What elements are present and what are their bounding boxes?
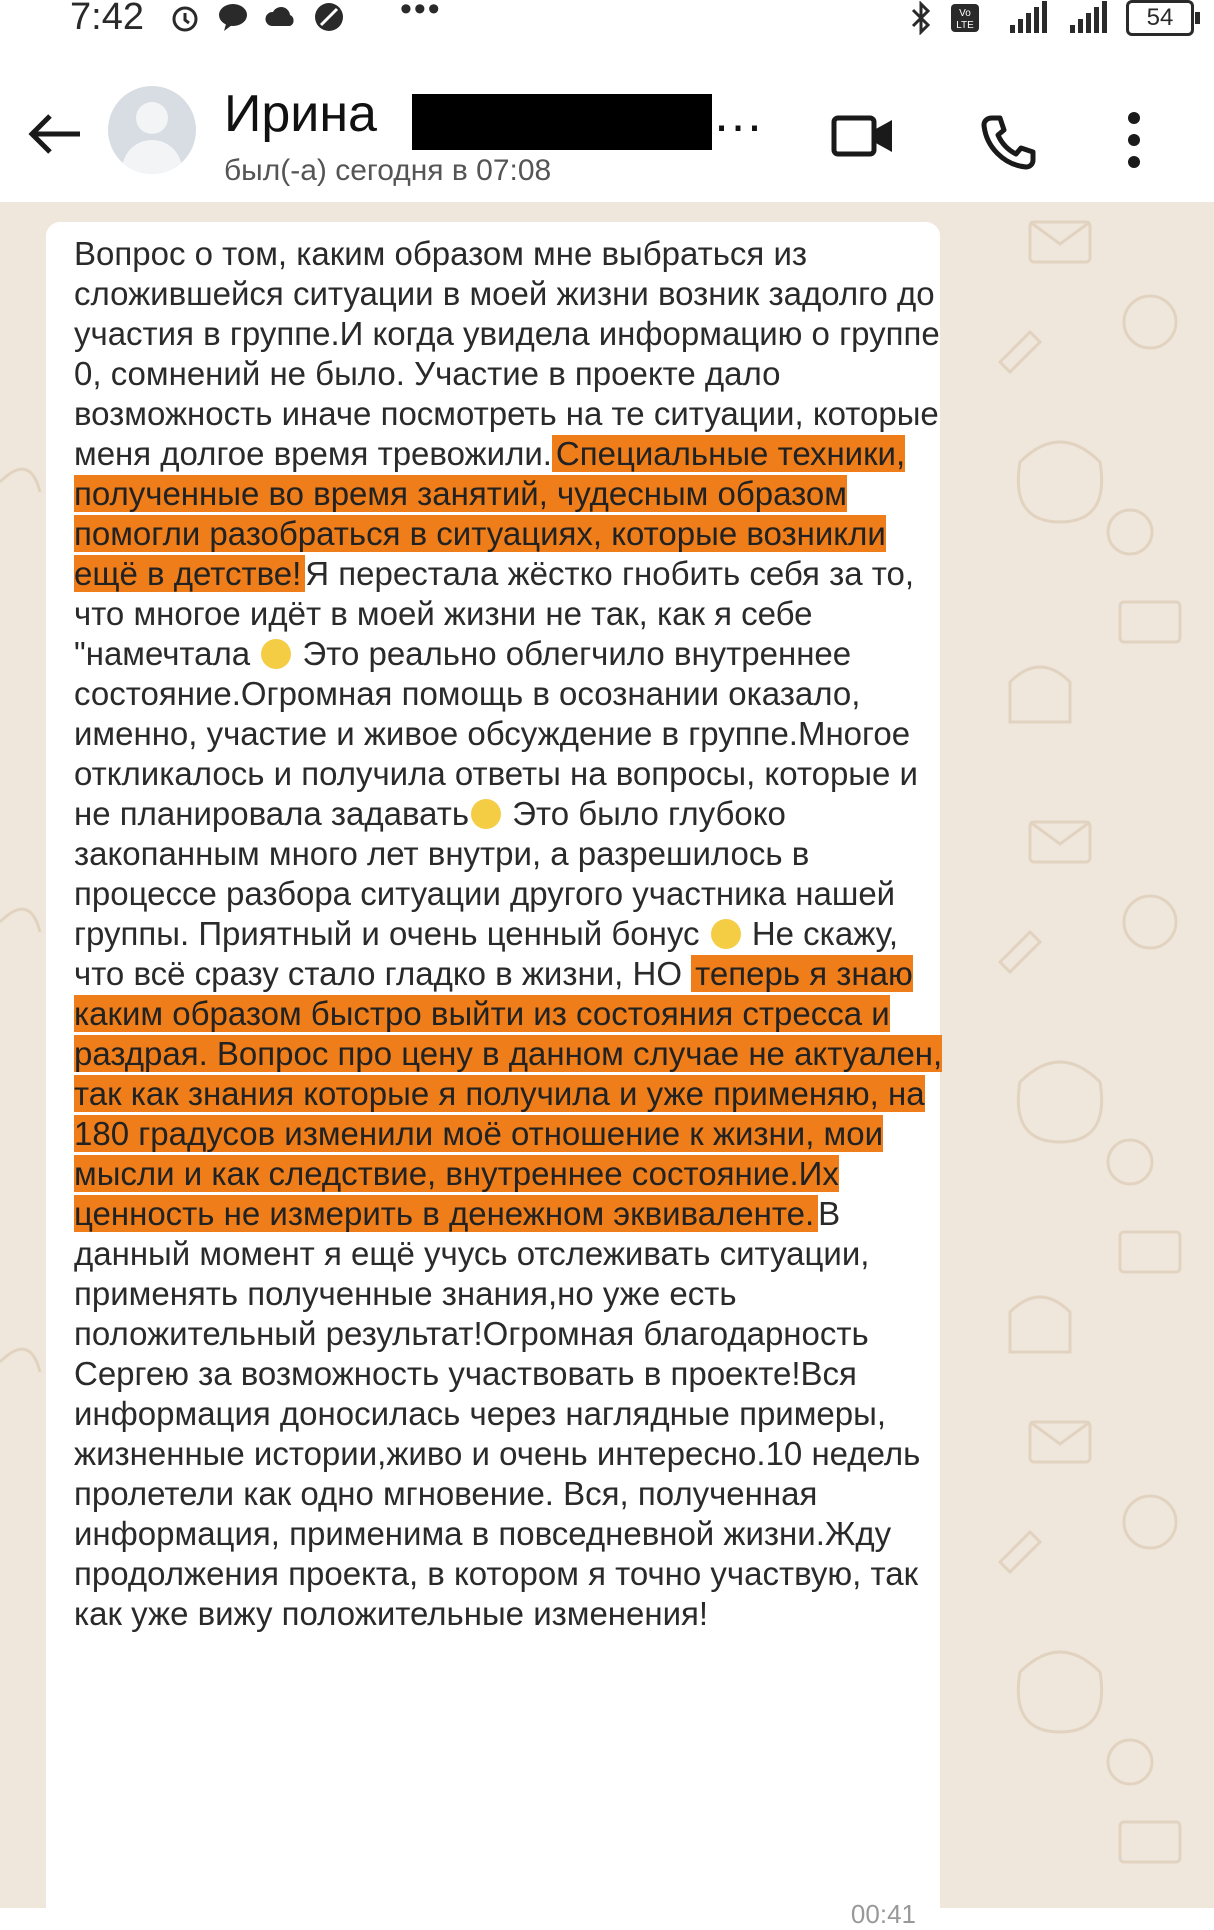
phone-call-icon[interactable] bbox=[978, 112, 1038, 172]
message-text-part-4: Это было глубоко закопанным много лет внутри, а разрешилось в процессе разбора ситуации другого участника нашей группы. Приятный и очень ценный бонус bbox=[74, 795, 896, 952]
status-time: 7:42 bbox=[70, 0, 144, 38]
highlighted-text-2: теперь я знаю каким образом быстро выйти из состояния стресса и раздрая. Вопрос про цену в данном случае не актуален, так как знания которые я получила и уже применяю, на 180 градусов изменили моё отношение к жизни, мои мысли и как следствие, внутреннее состояние.Их ценность не измерить в денежном эквиваленте. bbox=[74, 955, 943, 1232]
chat-header bbox=[0, 42, 1214, 202]
avatar[interactable] bbox=[108, 86, 196, 174]
message-text-part-2: Я перестала жёстко гнобить себя за то, что многое идёт в моей жизни не так, как я себе "намечтала bbox=[74, 555, 914, 672]
redacted-surname bbox=[412, 94, 712, 150]
alarm-icon bbox=[168, 0, 202, 34]
svg-text:Vo: Vo bbox=[959, 8, 971, 19]
back-arrow-icon[interactable] bbox=[26, 112, 84, 156]
message-text-part-5: Не скажу, что всё сразу стало гладко в жизни, НО bbox=[74, 915, 899, 992]
message-text bbox=[74, 234, 944, 1634]
contact-name[interactable]: Ирина bbox=[224, 85, 377, 143]
message-text-part-1: Вопрос о том, каким образом мне выбраться из сложившейся ситуации в моей жизни возник задолго до участия в группе.И когда увидела информацию о группе 0, сомнений не было. Участие в проекте дало возможность иначе посмотреть на те ситуации, которые меня долгое время тревожили. bbox=[74, 235, 940, 472]
status-system-icons bbox=[908, 0, 1194, 36]
message-bubble[interactable] bbox=[46, 222, 943, 1929]
more-notifications-dots: ••• bbox=[400, 0, 442, 28]
more-options-icon[interactable] bbox=[1126, 112, 1142, 168]
video-call-icon[interactable] bbox=[830, 112, 896, 160]
message-text-part-3: Это реально облегчило внутреннее состояние.Огромная помощь в осознании оказало, именно, участие и живое обсуждение в группе.Многое откликалось и получила ответы на вопросы, которые и не планировала задавать bbox=[74, 635, 918, 832]
message-timestamp: 00:41 bbox=[850, 1899, 916, 1929]
bluetooth-icon bbox=[908, 1, 934, 35]
volte-icon bbox=[950, 1, 980, 35]
status-notification-icons bbox=[168, 0, 346, 34]
app-leaf-icon bbox=[312, 0, 346, 34]
cloud-icon bbox=[264, 0, 298, 34]
battery-indicator: 54 bbox=[1126, 0, 1194, 36]
message-text-part-6: В данный момент я ещё учусь отслеживать ситуации, применять полученные знания,но уже есть положительный результат!Огромная благодарность Сергею за возможность участвовать в проекте!Вся информация доносилась через наглядные примеры, жизненные истории,живо и очень интересно.10 недель пролетели как одно мгновение. Вся, полученная информация, применима в повседневной жизни.Жду продолжения проекта, в котором я точно участвую, так как уже вижу положительные изменения! bbox=[74, 1195, 921, 1632]
avatar-head bbox=[136, 102, 168, 134]
avatar-body bbox=[122, 140, 182, 174]
chat-bubble-icon bbox=[216, 0, 250, 34]
status-bar bbox=[0, 0, 1214, 42]
smiling-emoji-icon bbox=[711, 919, 741, 949]
signal-icon bbox=[1068, 1, 1110, 35]
smiling-emoji-icon bbox=[261, 639, 291, 669]
smiling-emoji-icon bbox=[471, 799, 501, 829]
highlighted-text-1: Специальные техники, полученные во время занятий, чудесным образом помогли разобраться в ситуациях, которые возникли ещё в детстве! bbox=[74, 435, 906, 592]
signal-4g-icon bbox=[996, 1, 1052, 35]
chat-area[interactable] bbox=[0, 202, 1214, 1929]
last-seen-status: был(-а) сегодня в 07:08 bbox=[224, 154, 552, 187]
contact-name-ellipsis: … bbox=[712, 85, 764, 143]
svg-text:LTE: LTE bbox=[956, 20, 974, 31]
